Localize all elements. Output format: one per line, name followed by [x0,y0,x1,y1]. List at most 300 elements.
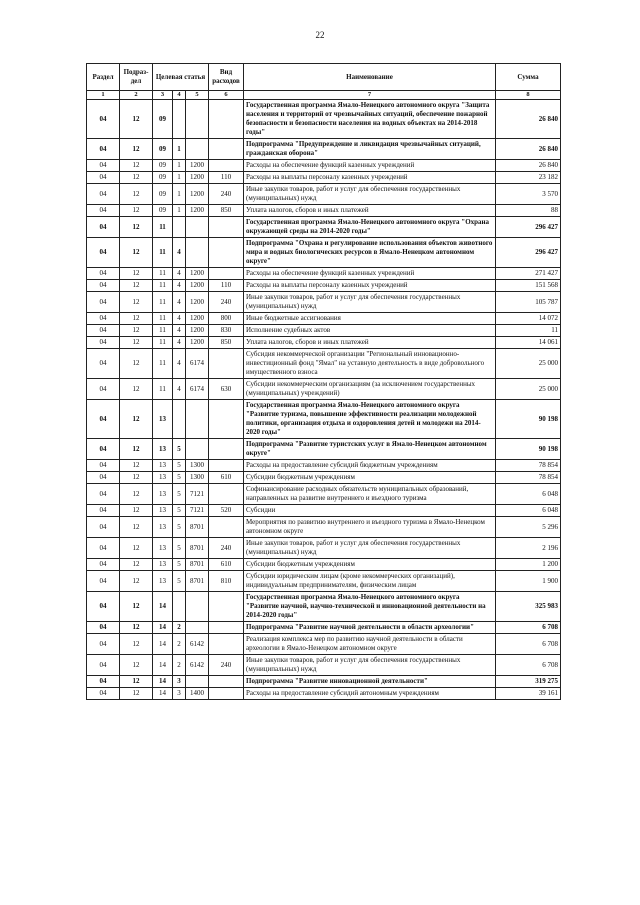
razdel-cell: 04 [87,538,120,559]
celevaya-3-cell [186,439,209,460]
razdel-cell: 04 [87,205,120,217]
celevaya-3-cell: 1200 [186,337,209,349]
column-index-7: 7 [244,91,496,100]
podrazdel-cell: 12 [120,559,153,571]
header-naimenovanie: Наименование [244,64,496,91]
celevaya-3-cell [186,676,209,688]
celevaya-2-cell: 2 [173,622,186,634]
celevaya-2-cell: 5 [173,517,186,538]
table-row [87,517,561,538]
podrazdel-cell: 12 [120,439,153,460]
celevaya-2-cell: 4 [173,280,186,292]
celevaya-2-cell: 5 [173,460,186,472]
celevaya-1-cell: 14 [153,634,173,655]
celevaya-2-cell: 4 [173,379,186,400]
razdel-cell: 04 [87,160,120,172]
podrazdel-cell: 12 [120,217,153,238]
vid-rashodov-cell [209,676,244,688]
header-summa: Сумма [496,64,561,91]
summa-cell: 78 854 [496,460,561,472]
celevaya-2-cell: 4 [173,268,186,280]
vid-rashodov-cell: 850 [209,205,244,217]
celevaya-2-cell: 4 [173,313,186,325]
podrazdel-cell: 12 [120,622,153,634]
podrazdel-cell: 12 [120,688,153,700]
celevaya-2-cell: 3 [173,676,186,688]
podrazdel-cell: 12 [120,517,153,538]
table-row [87,655,561,676]
celevaya-1-cell: 11 [153,292,173,313]
summa-cell: 26 840 [496,160,561,172]
naimenovanie-cell: Расходы на выплаты персоналу казенных учреждений [244,172,496,184]
celevaya-1-cell: 13 [153,400,173,439]
razdel-cell: 04 [87,238,120,268]
table-row [87,592,561,622]
celevaya-1-cell: 11 [153,238,173,268]
celevaya-2-cell: 4 [173,238,186,268]
naimenovanie-cell: Подпрограмма "Развитие инновационной деятельности" [244,676,496,688]
celevaya-1-cell: 13 [153,505,173,517]
celevaya-1-cell: 13 [153,472,173,484]
vid-rashodov-cell: 630 [209,379,244,400]
podrazdel-cell: 12 [120,280,153,292]
razdel-cell: 04 [87,592,120,622]
table-row [87,292,561,313]
razdel-cell: 04 [87,337,120,349]
summa-cell: 78 854 [496,472,561,484]
celevaya-2-cell [173,400,186,439]
podrazdel-cell: 12 [120,139,153,160]
celevaya-3-cell: 8701 [186,538,209,559]
celevaya-2-cell: 2 [173,655,186,676]
naimenovanie-cell: Субсидия некоммерческой организации "Региональный инновационно-инвестиционный фонд "Ямал" на уставную деятельность в виде добровольного имущественного взноса [244,349,496,379]
column-index-1: 1 [87,91,120,100]
naimenovanie-cell: Расходы на выплаты персоналу казенных учреждений [244,280,496,292]
table-row [87,484,561,505]
table-row [87,184,561,205]
header-celevaya-statya: Целевая статья [153,64,209,91]
summa-cell: 319 275 [496,676,561,688]
table-row [87,172,561,184]
vid-rashodov-cell [209,460,244,472]
vid-rashodov-cell [209,517,244,538]
summa-cell: 26 840 [496,100,561,139]
table-row [87,100,561,139]
vid-rashodov-cell [209,634,244,655]
celevaya-3-cell: 8701 [186,571,209,592]
table-row [87,238,561,268]
celevaya-2-cell: 1 [173,160,186,172]
column-index-8: 8 [496,91,561,100]
celevaya-3-cell: 1200 [186,184,209,205]
vid-rashodov-cell [209,139,244,160]
vid-rashodov-cell [209,160,244,172]
celevaya-1-cell: 13 [153,538,173,559]
celevaya-1-cell: 11 [153,313,173,325]
table-row [87,505,561,517]
table-row [87,268,561,280]
summa-cell: 6 708 [496,634,561,655]
naimenovanie-cell: Иные закупки товаров, работ и услуг для обеспечения государственных (муниципальных) нужд [244,538,496,559]
celevaya-3-cell: 1200 [186,160,209,172]
celevaya-1-cell: 09 [153,205,173,217]
razdel-cell: 04 [87,280,120,292]
vid-rashodov-cell [209,268,244,280]
razdel-cell: 04 [87,472,120,484]
podrazdel-cell: 12 [120,292,153,313]
celevaya-3-cell [186,592,209,622]
vid-rashodov-cell: 240 [209,655,244,676]
vid-rashodov-cell [209,592,244,622]
table-row [87,313,561,325]
podrazdel-cell: 12 [120,172,153,184]
razdel-cell: 04 [87,655,120,676]
podrazdel-cell: 12 [120,313,153,325]
celevaya-2-cell: 5 [173,538,186,559]
celevaya-1-cell: 11 [153,268,173,280]
table-row [87,280,561,292]
summa-cell: 6 708 [496,655,561,676]
celevaya-2-cell: 5 [173,571,186,592]
table-row [87,439,561,460]
summa-cell: 90 198 [496,400,561,439]
celevaya-3-cell: 1200 [186,205,209,217]
vid-rashodov-cell [209,100,244,139]
celevaya-2-cell: 5 [173,484,186,505]
razdel-cell: 04 [87,634,120,655]
celevaya-3-cell [186,400,209,439]
vid-rashodov-cell [209,622,244,634]
razdel-cell: 04 [87,688,120,700]
podrazdel-cell: 12 [120,472,153,484]
table-row [87,205,561,217]
table-row [87,676,561,688]
celevaya-1-cell: 14 [153,622,173,634]
celevaya-3-cell: 7121 [186,505,209,517]
celevaya-3-cell: 1200 [186,325,209,337]
podrazdel-cell: 12 [120,676,153,688]
podrazdel-cell: 12 [120,592,153,622]
header-vid-rashodov: Вид расходов [209,64,244,91]
naimenovanie-cell: Исполнение судебных актов [244,325,496,337]
table-row [87,538,561,559]
celevaya-2-cell [173,100,186,139]
naimenovanie-cell: Субсидии бюджетным учреждениям [244,472,496,484]
page-number: 22 [315,30,325,40]
header-razdel: Раздел [87,64,120,91]
podrazdel-cell: 12 [120,268,153,280]
naimenovanie-cell: Государственная программа Ямало-Ненецкого автономного округа "Развитие туризма, повышение эффективности реализации молодежной политики, организация отдыха и оздоровления детей и молодежи на 2014-2020 годы" [244,400,496,439]
vid-rashodov-cell: 110 [209,280,244,292]
summa-cell: 105 787 [496,292,561,313]
celevaya-1-cell: 09 [153,172,173,184]
podrazdel-cell: 12 [120,505,153,517]
celevaya-3-cell [186,622,209,634]
table-row [87,688,561,700]
vid-rashodov-cell: 240 [209,292,244,313]
summa-cell: 11 [496,325,561,337]
vid-rashodov-cell [209,484,244,505]
table-row [87,349,561,379]
celevaya-1-cell: 14 [153,592,173,622]
naimenovanie-cell: Субсидии некоммерческим организациям (за исключением государственных (муниципальных) учреждений) [244,379,496,400]
summa-cell: 14 072 [496,313,561,325]
celevaya-2-cell: 2 [173,634,186,655]
vid-rashodov-cell: 240 [209,184,244,205]
podrazdel-cell: 12 [120,379,153,400]
table-row [87,217,561,238]
vid-rashodov-cell: 810 [209,571,244,592]
celevaya-3-cell: 6142 [186,655,209,676]
vid-rashodov-cell: 610 [209,559,244,571]
celevaya-1-cell: 11 [153,280,173,292]
budget-table [86,63,561,700]
razdel-cell: 04 [87,460,120,472]
naimenovanie-cell: Государственная программа Ямало-Ненецкого автономного округа "Развитие научной, научно-технической и инновационной деятельности на 2014-2020 годы" [244,592,496,622]
celevaya-1-cell: 09 [153,100,173,139]
razdel-cell: 04 [87,268,120,280]
celevaya-2-cell: 4 [173,349,186,379]
razdel-cell: 04 [87,349,120,379]
vid-rashodov-cell [209,349,244,379]
celevaya-3-cell: 1200 [186,172,209,184]
celevaya-1-cell: 11 [153,217,173,238]
celevaya-1-cell: 14 [153,688,173,700]
celevaya-2-cell [173,217,186,238]
vid-rashodov-cell [209,400,244,439]
razdel-cell: 04 [87,325,120,337]
summa-cell: 88 [496,205,561,217]
celevaya-1-cell: 13 [153,460,173,472]
podrazdel-cell: 12 [120,349,153,379]
razdel-cell: 04 [87,292,120,313]
summa-cell: 271 427 [496,268,561,280]
naimenovanie-cell: Мероприятия по развитию внутреннего и въездного туризма в Ямало-Ненецком автономном округе [244,517,496,538]
summa-cell: 6 048 [496,505,561,517]
podrazdel-cell: 12 [120,538,153,559]
celevaya-1-cell: 11 [153,325,173,337]
column-index-2: 2 [120,91,153,100]
vid-rashodov-cell: 520 [209,505,244,517]
summa-cell: 14 061 [496,337,561,349]
celevaya-1-cell: 11 [153,379,173,400]
celevaya-2-cell: 1 [173,184,186,205]
table-row [87,622,561,634]
naimenovanie-cell: Субсидии бюджетным учреждениям [244,559,496,571]
celevaya-3-cell: 6174 [186,349,209,379]
naimenovanie-cell: Подпрограмма "Развитие научной деятельности в области археологии" [244,622,496,634]
razdel-cell: 04 [87,622,120,634]
summa-cell: 296 427 [496,217,561,238]
naimenovanie-cell: Подпрограмма "Охрана и регулирование использования объектов животного мира и водных биологических ресурсов в Ямало-Ненецком автономном округе" [244,238,496,268]
celevaya-2-cell: 5 [173,439,186,460]
table-row [87,559,561,571]
vid-rashodov-cell: 610 [209,472,244,484]
summa-cell: 325 983 [496,592,561,622]
header-row [87,64,561,91]
vid-rashodov-cell: 830 [209,325,244,337]
summa-cell: 2 196 [496,538,561,559]
header-podrazdel: Подраз-дел [120,64,153,91]
podrazdel-cell: 12 [120,100,153,139]
celevaya-3-cell: 8701 [186,517,209,538]
naimenovanie-cell: Подпрограмма "Предупреждение и ликвидация чрезвычайных ситуаций, гражданская оборона" [244,139,496,160]
celevaya-3-cell: 1200 [186,292,209,313]
summa-cell: 1 200 [496,559,561,571]
celevaya-3-cell: 1300 [186,472,209,484]
column-index-4: 4 [173,91,186,100]
podrazdel-cell: 12 [120,184,153,205]
razdel-cell: 04 [87,379,120,400]
razdel-cell: 04 [87,505,120,517]
table-row [87,571,561,592]
celevaya-1-cell: 13 [153,559,173,571]
celevaya-1-cell: 09 [153,139,173,160]
table-row [87,337,561,349]
celevaya-1-cell: 13 [153,439,173,460]
celevaya-3-cell [186,139,209,160]
podrazdel-cell: 12 [120,460,153,472]
celevaya-2-cell: 3 [173,688,186,700]
celevaya-2-cell: 4 [173,325,186,337]
table-row [87,325,561,337]
table-row [87,400,561,439]
celevaya-1-cell: 14 [153,655,173,676]
naimenovanie-cell: Расходы на предоставление субсидий автономным учреждениям [244,688,496,700]
podrazdel-cell: 12 [120,400,153,439]
podrazdel-cell: 12 [120,634,153,655]
table-row [87,460,561,472]
celevaya-3-cell [186,238,209,268]
column-index-row [87,91,561,100]
celevaya-2-cell: 1 [173,172,186,184]
celevaya-1-cell: 13 [153,571,173,592]
celevaya-1-cell: 09 [153,184,173,205]
summa-cell: 5 296 [496,517,561,538]
summa-cell: 151 568 [496,280,561,292]
celevaya-3-cell [186,100,209,139]
table-row [87,379,561,400]
naimenovanie-cell: Подпрограмма "Развитие туристских услуг в Ямало-Ненецком автономном округе" [244,439,496,460]
razdel-cell: 04 [87,571,120,592]
naimenovanie-cell: Уплата налогов, сборов и иных платежей [244,205,496,217]
podrazdel-cell: 12 [120,655,153,676]
celevaya-1-cell: 09 [153,160,173,172]
razdel-cell: 04 [87,100,120,139]
vid-rashodov-cell [209,238,244,268]
vid-rashodov-cell: 110 [209,172,244,184]
podrazdel-cell: 12 [120,571,153,592]
summa-cell: 26 840 [496,139,561,160]
vid-rashodov-cell [209,439,244,460]
naimenovanie-cell: Государственная программа Ямало-Ненецкого автономного округа "Защита населения и территорий от чрезвычайных ситуаций, обеспечение пожарной безопасности и безопасности населения на водных объектах на 2014-2018 годы" [244,100,496,139]
celevaya-2-cell: 5 [173,559,186,571]
celevaya-3-cell: 7121 [186,484,209,505]
vid-rashodov-cell: 240 [209,538,244,559]
naimenovanie-cell: Расходы на предоставление субсидий бюджетным учреждениям [244,460,496,472]
summa-cell: 23 182 [496,172,561,184]
podrazdel-cell: 12 [120,337,153,349]
column-index-6: 6 [209,91,244,100]
naimenovanie-cell: Иные закупки товаров, работ и услуг для обеспечения государственных (муниципальных) нужд [244,655,496,676]
celevaya-2-cell: 1 [173,139,186,160]
celevaya-3-cell: 1300 [186,460,209,472]
column-index-3: 3 [153,91,173,100]
vid-rashodov-cell [209,688,244,700]
celevaya-3-cell: 1200 [186,313,209,325]
table-body [87,100,561,700]
celevaya-2-cell: 5 [173,505,186,517]
summa-cell: 1 900 [496,571,561,592]
celevaya-3-cell: 8701 [186,559,209,571]
celevaya-1-cell: 13 [153,484,173,505]
table-row [87,634,561,655]
naimenovanie-cell: Государственная программа Ямало-Ненецкого автономного округа "Охрана окружающей среды на 2014-2020 годы" [244,217,496,238]
summa-cell: 6 048 [496,484,561,505]
razdel-cell: 04 [87,172,120,184]
naimenovanie-cell: Софинансирование расходных обязательств муниципальных образований, направленных на развитие внутреннего и въездного туризма [244,484,496,505]
summa-cell: 25 000 [496,379,561,400]
celevaya-3-cell: 6142 [186,634,209,655]
razdel-cell: 04 [87,484,120,505]
column-index-5: 5 [186,91,209,100]
naimenovanie-cell: Субсидии [244,505,496,517]
naimenovanie-cell: Иные бюджетные ассигнования [244,313,496,325]
podrazdel-cell: 12 [120,484,153,505]
celevaya-2-cell: 1 [173,205,186,217]
celevaya-1-cell: 13 [153,517,173,538]
naimenovanie-cell: Иные закупки товаров, работ и услуг для обеспечения государственных (муниципальных) нужд [244,292,496,313]
naimenovanie-cell: Иные закупки товаров, работ и услуг для обеспечения государственных (муниципальных) нужд [244,184,496,205]
podrazdel-cell: 12 [120,160,153,172]
razdel-cell: 04 [87,400,120,439]
podrazdel-cell: 12 [120,238,153,268]
razdel-cell: 04 [87,676,120,688]
razdel-cell: 04 [87,184,120,205]
celevaya-2-cell [173,592,186,622]
vid-rashodov-cell [209,217,244,238]
podrazdel-cell: 12 [120,205,153,217]
summa-cell: 3 570 [496,184,561,205]
celevaya-3-cell [186,217,209,238]
celevaya-3-cell: 1200 [186,268,209,280]
razdel-cell: 04 [87,139,120,160]
celevaya-3-cell: 1400 [186,688,209,700]
celevaya-2-cell: 4 [173,292,186,313]
celevaya-2-cell: 5 [173,472,186,484]
razdel-cell: 04 [87,559,120,571]
naimenovanie-cell: Расходы на обеспечение функций казенных учреждений [244,160,496,172]
table-row [87,472,561,484]
summa-cell: 39 161 [496,688,561,700]
naimenovanie-cell: Уплата налогов, сборов и иных платежей [244,337,496,349]
razdel-cell: 04 [87,517,120,538]
celevaya-1-cell: 14 [153,676,173,688]
celevaya-1-cell: 11 [153,349,173,379]
vid-rashodov-cell: 850 [209,337,244,349]
naimenovanie-cell: Субсидии юридическим лицам (кроме некоммерческих организаций), индивидуальным предпринимателям, физическим лицам [244,571,496,592]
summa-cell: 90 198 [496,439,561,460]
summa-cell: 25 000 [496,349,561,379]
table-row [87,139,561,160]
celevaya-3-cell: 6174 [186,379,209,400]
naimenovanie-cell: Расходы на обеспечение функций казенных учреждений [244,268,496,280]
celevaya-3-cell: 1200 [186,280,209,292]
razdel-cell: 04 [87,439,120,460]
celevaya-2-cell: 4 [173,337,186,349]
razdel-cell: 04 [87,313,120,325]
podrazdel-cell: 12 [120,325,153,337]
